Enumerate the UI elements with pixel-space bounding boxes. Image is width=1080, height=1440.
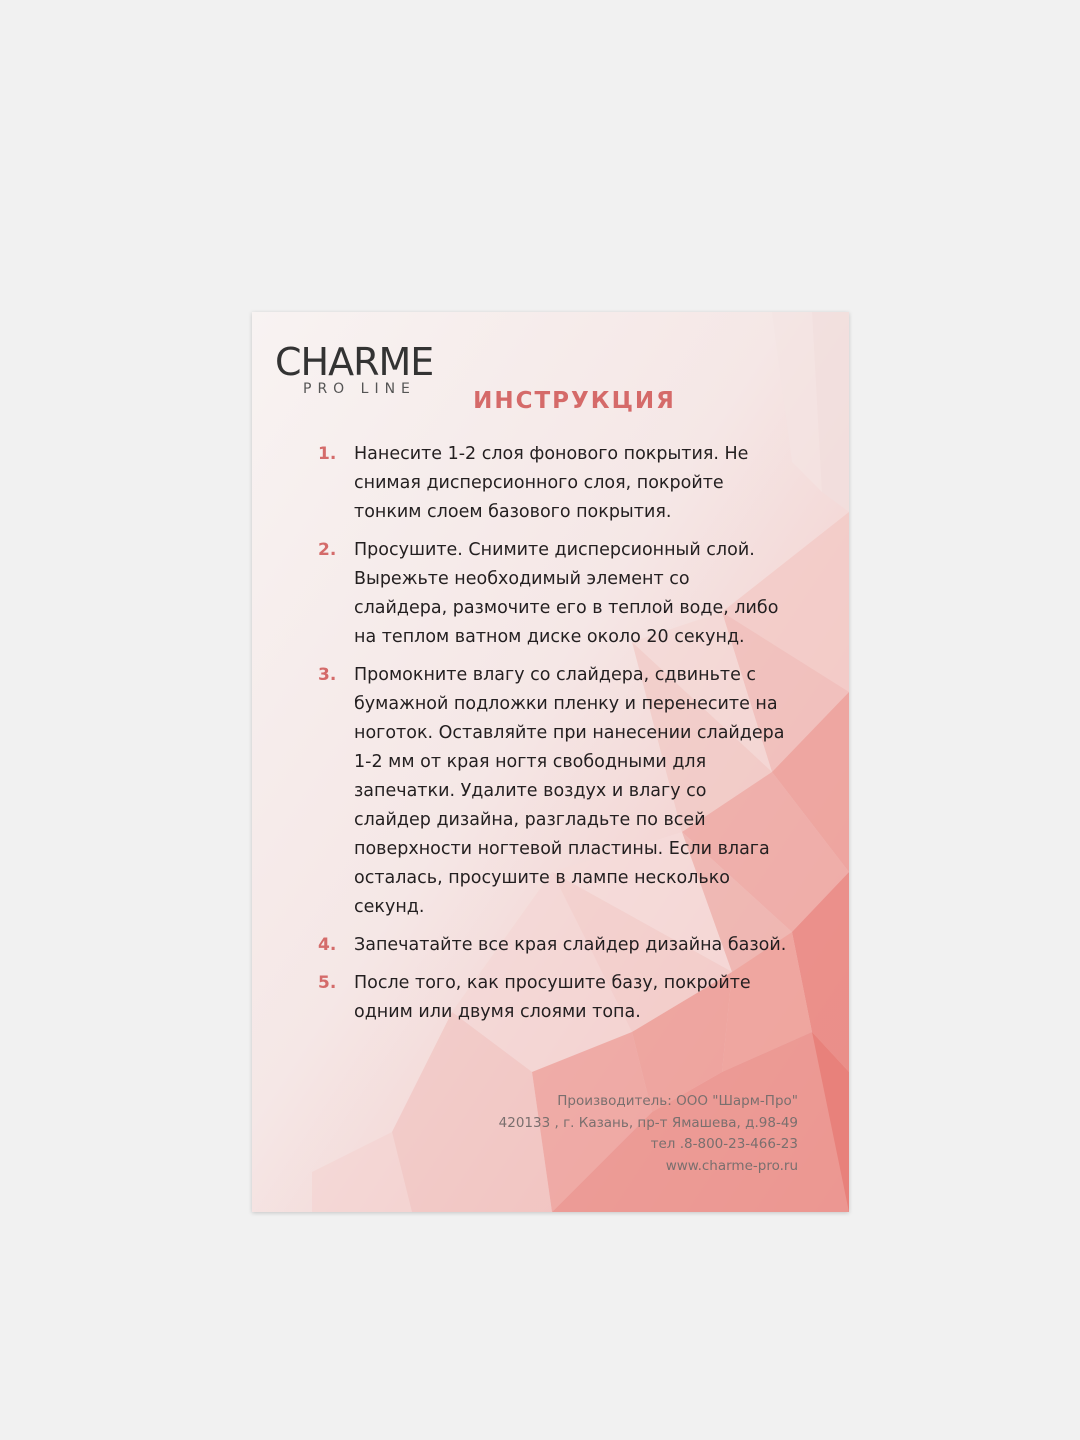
- step-number: 3.: [318, 665, 337, 685]
- manufacturer-info: [499, 1091, 798, 1177]
- logo-sub-right: LINE: [360, 381, 416, 397]
- manufacturer-name: Производитель: ООО "Шарм-Про": [557, 1093, 798, 1109]
- step-number: 5.: [318, 973, 337, 993]
- instruction-card: [252, 312, 849, 1212]
- step-number: 4.: [318, 935, 337, 955]
- instruction-title: ИНСТРУКЦИЯ: [473, 388, 676, 414]
- steps-list: [318, 440, 788, 1036]
- step-text: После того, как просушите базу, покройте одним или двумя слоями топа.: [354, 973, 751, 1022]
- step-text: Запечатайте все края слайдер дизайна базой.: [354, 935, 787, 955]
- step-text: Промокните влагу со слайдера, сдвиньте с бумажной подложки пленку и перенесите на ноготок. Оставляйте при нанесении слайдера 1-2 мм от края ногтя свободными для запечатки. Удалите воздух и влагу со слайдер дизайна, разгладьте по всей поверхности ногтевой пластины. Если влага осталась, просушите в лампе несколько секунд.: [354, 665, 785, 917]
- step-item: [318, 931, 788, 960]
- step-item: [318, 661, 788, 922]
- step-text: Нанесите 1-2 слоя фонового покрытия. Не снимая дисперсионного слоя, покройте тонким слоем базового покрытия.: [354, 444, 749, 522]
- manufacturer-website: www.charme-pro.ru: [665, 1157, 798, 1174]
- logo-wordmark: CHARME: [275, 340, 434, 384]
- step-number: 2.: [318, 540, 337, 560]
- step-item: [318, 536, 788, 652]
- step-number: 1.: [318, 444, 337, 464]
- logo-sub-left: PRO: [303, 381, 351, 397]
- step-item: [318, 969, 788, 1027]
- step-text: Просушите. Снимите дисперсионный слой. Вырежьте необходимый элемент со слайдера, размочите его в теплой воде, либо на теплом ватном диске около 20 секунд.: [354, 540, 779, 647]
- manufacturer-phone: тел .8-800-23-466-23: [650, 1136, 798, 1152]
- manufacturer-address: 420133 , г. Казань, пр-т Ямашева, д.98-49: [498, 1114, 798, 1131]
- step-item: [318, 440, 788, 527]
